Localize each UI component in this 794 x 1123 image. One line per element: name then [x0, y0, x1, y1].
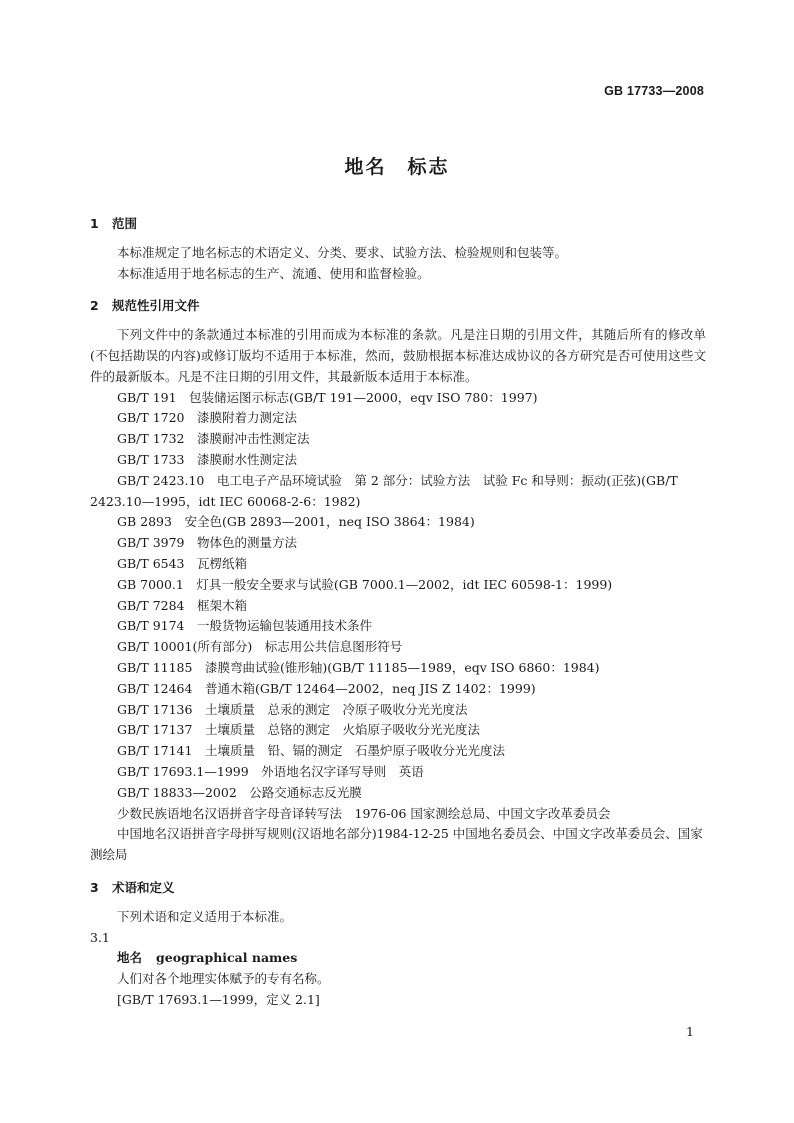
reference-item: GB/T 1733 漆膜耐水性测定法 — [117, 451, 298, 467]
term-entry — [90, 948, 706, 969]
document-title: 地名 标志 — [344, 156, 450, 178]
section-heading-normative-references — [90, 296, 706, 317]
document-body — [90, 214, 706, 1011]
term-definition: 人们对各个地理实体赋予的专有名称。 — [117, 971, 330, 987]
term-chinese: 地名 — [117, 950, 143, 966]
section-heading-terms-definitions — [90, 878, 706, 899]
reference-item: GB/T 10001(所有部分) 标志用公共信息图形符号 — [117, 639, 403, 655]
reference-item: GB/T 1720 漆膜附着力测定法 — [117, 410, 298, 426]
section-number: 2 — [90, 298, 99, 314]
reference-item: GB/T 2423.10 电工电子产品环境试验 第 2 部分：试验方法 试验 Fc 和导则：振动(正弦)(GB/T 2423.10—1995，idt IEC 60068-2-6：1982) — [90, 472, 682, 509]
reference-item: GB/T 11185 漆膜弯曲试验(锥形轴)(GB/T 11185—1989，eqv ISO 6860：1984) — [117, 659, 600, 675]
reference-item: GB/T 1732 漆膜耐冲击性测定法 — [117, 431, 310, 447]
paragraph: 下列术语和定义适用于本标准。 — [117, 908, 293, 924]
reference-item: GB/T 191 包装储运图示标志(GB/T 191—2000，eqv ISO 780：1997) — [117, 389, 538, 405]
reference-item: GB/T 3979 物体色的测量方法 — [117, 535, 298, 551]
reference-item: GB/T 7284 框架木箱 — [117, 597, 248, 613]
paragraph: 本标准规定了地名标志的术语定义、分类、要求、试验方法、检验规则和包装等。 — [117, 244, 568, 260]
reference-item: GB 7000.1 灯具一般安全要求与试验(GB 7000.1—2002，idt IEC 60598-1：1999) — [117, 576, 613, 592]
clause-number: 3.1 — [90, 929, 110, 945]
reference-item: GB/T 17141 土壤质量 铅、镉的测定 石墨炉原子吸收分光光度法 — [117, 743, 505, 759]
reference-item: 中国地名汉语拼音字母拼写规则(汉语地名部分)1984-12-25 中国地名委员会、中国文字改革委员会、国家测绘局 — [90, 826, 703, 863]
reference-item: GB 2893 安全色(GB 2893—2001，neq ISO 3864：1984) — [117, 514, 475, 530]
section-title: 术语和定义 — [112, 879, 175, 895]
term-source: [GB/T 17693.1—1999，定义 2.1] — [117, 991, 320, 1007]
page-number: 1 — [686, 1024, 694, 1039]
paragraph: 本标准适用于地名标志的生产、流通、使用和监督检验。 — [117, 265, 430, 281]
reference-item: GB/T 18833—2002 公路交通标志反光膜 — [117, 784, 362, 800]
section-title: 范围 — [112, 216, 138, 231]
section-number: 3 — [90, 879, 99, 895]
term-english: geographical names — [156, 950, 298, 966]
reference-item: GB/T 12464 普通木箱(GB/T 12464—2002，neq JIS Z 1402：1999) — [117, 680, 536, 696]
standard-code: GB 17733—2008 — [604, 84, 704, 98]
reference-list — [90, 388, 706, 866]
paragraph: 下列文件中的条款通过本标准的引用而成为本标准的条款。凡是注日期的引用文件，其随后所有的修改单(不包括勘误的内容)或修订版均不适用于本标准，然而，鼓励根据本标准达成协议的各方研究是否可使用这些文件的最新版本。凡是不注日期的引用文件，其最新版本适用于本标准。 — [90, 327, 706, 384]
reference-item: 少数民族语地名汉语拼音字母音译转写法 1976-06 国家测绘总局、中国文字改革委员会 — [117, 805, 611, 821]
reference-item: GB/T 17136 土壤质量 总汞的测定 冷原子吸收分光光度法 — [117, 701, 468, 717]
section-heading-scope — [90, 214, 706, 235]
reference-item: GB/T 9174 一般货物运输包装通用技术条件 — [117, 618, 373, 634]
reference-item: GB/T 17137 土壤质量 总铬的测定 火焰原子吸收分光光度法 — [117, 722, 480, 738]
section-title: 规范性引用文件 — [112, 298, 200, 314]
section-number: 1 — [90, 216, 99, 231]
reference-item: GB/T 6543 瓦楞纸箱 — [117, 555, 248, 571]
reference-item: GB/T 17693.1—1999 外语地名汉字译写导则 英语 — [117, 763, 424, 779]
